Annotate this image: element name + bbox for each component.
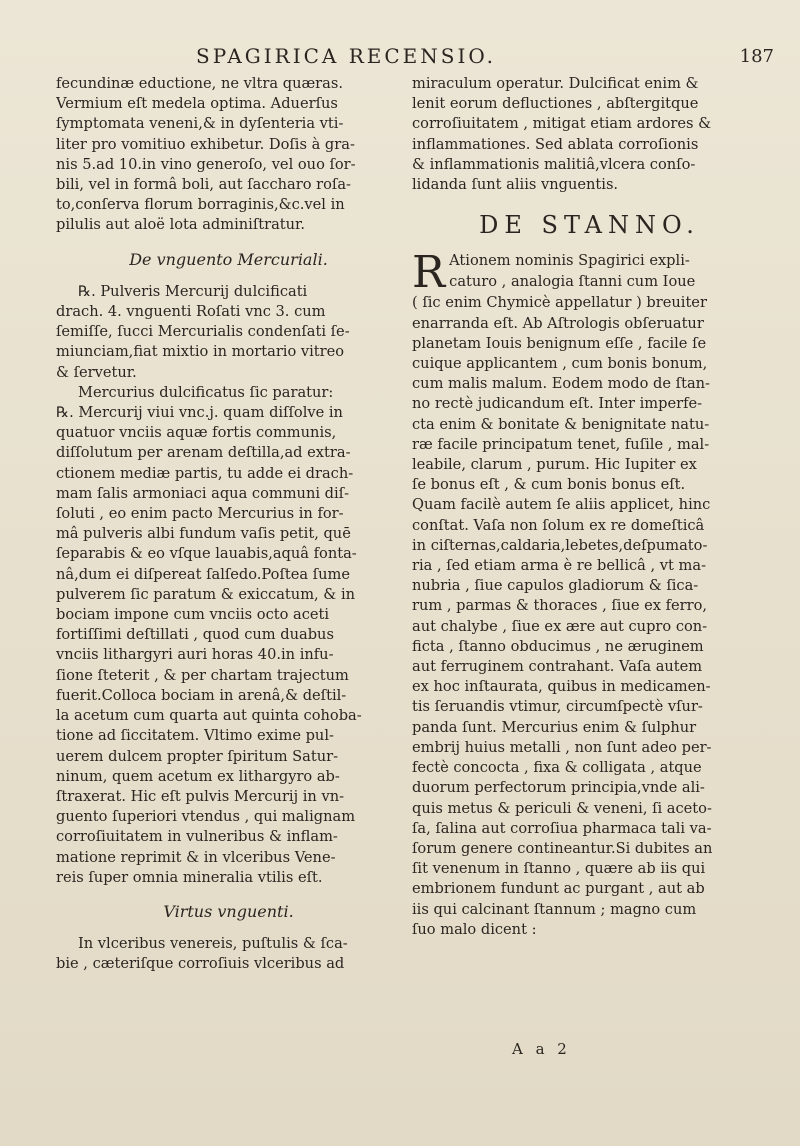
text-line: ex hoc inſtaurata, quibus in medicamen- <box>412 678 711 696</box>
text-line: ſymptomata veneni,& in dyſenteria vti- <box>56 115 344 133</box>
text-line: nâ,dum ei diſpereat ſalſedo.Poſtea ſume <box>56 565 350 583</box>
text-line: drach. 4. vnguenti Roſati vnc 3. cum <box>56 303 326 321</box>
text-line: in ciſternas,caldaria,lebetes,deſpumato- <box>412 536 708 554</box>
left-column <box>56 74 401 975</box>
text-line: fortiſſimi deſtillati , quod cum duabus <box>56 626 334 644</box>
text-line: miraculum operatur. Dulcificat enim & <box>412 75 699 92</box>
text-line: ſuo malo dicent : <box>412 920 537 938</box>
text-line: tione ad ſiccitatem. Vltimo exime pul- <box>56 727 334 745</box>
text-line: rum , parmas & thoraces , ſiue ex ferro, <box>412 597 708 615</box>
text-line: no rectè judicandum eſt. Inter imperfe- <box>412 395 703 413</box>
text-line: & inflammationis malitiâ,vlcera conſo- <box>412 155 696 173</box>
text-line: fectè concocta , fixa & colligata , atque <box>412 759 702 777</box>
text-line: lidanda ſunt aliis vnguentis. <box>412 176 619 194</box>
text-line: pulverem ſic paratum & exiccatum, & in <box>56 585 356 603</box>
virtue-paragraph <box>56 934 401 974</box>
subheading-unguent: De vnguento Mercuriali. <box>129 249 328 269</box>
subheading-virtue: Virtus vnguenti. <box>163 901 294 921</box>
text-line: iis qui calcinant ſtannum ; magno cum <box>412 900 697 918</box>
left-intro-paragraph <box>56 74 401 236</box>
text-line: bie , cæteriſque corroſiuis vlceribus ad <box>56 955 345 973</box>
running-title: SPAGIRICA RECENSIO. <box>196 44 496 68</box>
text-line: cuique applicantem , cum bonis bonum, <box>412 355 708 373</box>
text-line: nubria , ſiue capulos gladiorum & ſica- <box>412 577 699 595</box>
text-line: ninum, quem acetum ex lithargyro ab- <box>56 767 340 785</box>
text-line: leabile, clarum , purum. Hic Iupiter ex <box>412 456 697 474</box>
text-line: enarranda eſt. Ab Aſtrologis obſeruatur <box>412 314 704 332</box>
right-column <box>412 74 767 940</box>
text-line: ℞. Mercurij viui vnc.j. quam diſſolve in <box>56 404 343 422</box>
text-line: corroſiuitatem in vulneribus & inflam- <box>56 828 338 846</box>
text-line: vnciis lithargyri auri horas 40.in infu- <box>56 646 334 664</box>
text-line: cta enim & bonitate & benignitate natu- <box>412 415 710 433</box>
text-line: cum malis malum. Eodem modo de ſtan- <box>412 375 710 393</box>
text-line: ſtraxerat. Hic eſt pulvis Mercurij in vn- <box>56 787 345 805</box>
text-line: mam ſalis armoniaci aqua communi diſ- <box>56 484 349 502</box>
text-line: ſeparabis & eo vſque lauabis,aquâ fonta- <box>56 545 357 563</box>
text-line: Quam facilè autem ſe aliis applicet, hinc <box>412 496 711 514</box>
text-line: ſemiſſe, ſucci Mercurialis condenſati ſe- <box>56 323 350 341</box>
text-line: to,conſerva florum borraginis,&c.vel in <box>56 196 345 214</box>
text-line: diſſolutum per arenam deſtilla,ad extra- <box>56 444 351 462</box>
text-line: pilulis aut aloë lota adminiſtratur. <box>56 216 306 234</box>
text-line: reis ſuper omnia mineralia vtilis eſt. <box>56 868 323 886</box>
text-line: ſorum genere contineantur.Si dubites an <box>412 839 713 857</box>
text-line: uerem dulcem propter ſpiritum Satur- <box>56 747 339 765</box>
text-line: tis ſeruandis vtimur, circumſpectè vſur- <box>412 698 703 716</box>
text-line: embrij huius metalli , non ſunt adeo per- <box>412 738 712 756</box>
text-line: bili, vel in formâ boli, aut ſaccharo roſa- <box>56 176 351 194</box>
text-line: matione reprimit & in vlceribus Vene- <box>56 848 336 866</box>
text-line: corroſiuitatem , mitigat etiam ardores & <box>412 115 712 133</box>
text-line: ria , ſed etiam arma è re bellicâ , vt ma- <box>412 557 706 575</box>
text-line: la acetum cum quarta aut quinta cohoba- <box>56 707 362 725</box>
text-line: guento ſuperiori vtendus , qui malignam <box>56 808 356 826</box>
text-line: ficta , ſtanno obducimus , ne æruginem <box>412 637 704 655</box>
text-line: liter pro vomitiuo exhibetur. Doſis à gra- <box>56 135 355 153</box>
text-line: ( ſic enim Chymicè appellatur ) breuiter <box>412 294 707 312</box>
text-line: miunciam,fiat mixtio in mortario vitreo <box>56 343 345 361</box>
text-line: ſit venenum in ſtanno , quære ab iis qui <box>412 860 706 878</box>
text-line: inflammationes. Sed ablata corroſionis <box>412 135 699 153</box>
text-line: aut chalybe , ſiue ex ære aut cupro con- <box>412 617 708 635</box>
text-line: & ſervetur. <box>56 363 137 381</box>
text-line: caturo , analogia ſtanni cum Ioue <box>449 272 696 290</box>
text-line: ſe bonus eſt , & cum bonis bonus eſt. <box>412 476 686 494</box>
page-number: 187 <box>739 46 774 67</box>
text-line: fuerit.Colloca bociam in arenâ,& deſtil- <box>56 686 347 704</box>
recipe-paragraph <box>56 282 401 383</box>
drop-cap: R <box>412 247 446 299</box>
text-line: ſoluti , eo enim pacto Mercurius in for- <box>56 505 344 523</box>
text-line: duorum perfectorum principia,vnde ali- <box>412 779 705 797</box>
text-line: quatuor vnciis aquæ fortis communis, <box>56 424 337 442</box>
text-line: fecundinæ eductione, ne vltra quæras. <box>56 75 343 92</box>
section-title: DE STANNO. <box>479 211 700 240</box>
right-intro-paragraph <box>412 74 767 195</box>
text-line: ctionem mediæ partis, tu adde ei drach- <box>56 464 354 482</box>
text-line: conſtat. Vaſa non ſolum ex re domeſticâ <box>412 516 705 534</box>
text-line: ræ facile principatum tenet, fuſile , mal- <box>412 435 710 453</box>
text-line: ſione ſteterit , & per chartam trajectum <box>56 666 349 684</box>
signature-mark: A a 2 <box>512 1040 571 1058</box>
text-line: ℞. Pulveris Mercurij dulcificati <box>78 282 308 300</box>
stannum-paragraph <box>412 247 767 940</box>
text-line: quis metus & periculi & veneni, ſi aceto- <box>412 799 712 817</box>
text-line: lenit eorum defluctiones , abſtergitque <box>412 95 699 113</box>
text-line: Vermium eſt medela optima. Aduerſus <box>56 95 338 113</box>
text-line: Ationem nominis Spagirici expli- <box>449 252 690 270</box>
text-line: mâ pulveris albi fundum vaſis petit, quē <box>56 525 351 543</box>
text-line: panda ſunt. Mercurius enim & ſulphur <box>412 718 697 736</box>
text-line: bociam impone cum vnciis octo aceti <box>56 606 330 624</box>
text-line: ſa, ſalina aut corroſiua pharmaca tali va- <box>412 819 712 837</box>
text-line: planetam Iouis benignum eſſe , facile ſe <box>412 334 707 352</box>
text-line: Mercurius dulcificatus ſic paratur: <box>78 383 334 401</box>
process-paragraph <box>56 383 401 888</box>
text-line: In vlceribus venereis, puſtulis & ſca- <box>78 935 348 953</box>
text-line: embrionem fundunt ac purgant , aut ab <box>412 880 705 898</box>
text-line: aut ferruginem contrahant. Vaſa autem <box>412 658 703 676</box>
text-line: nis 5.ad 10.in vino generoſo, vel ouo ſor- <box>56 155 356 173</box>
